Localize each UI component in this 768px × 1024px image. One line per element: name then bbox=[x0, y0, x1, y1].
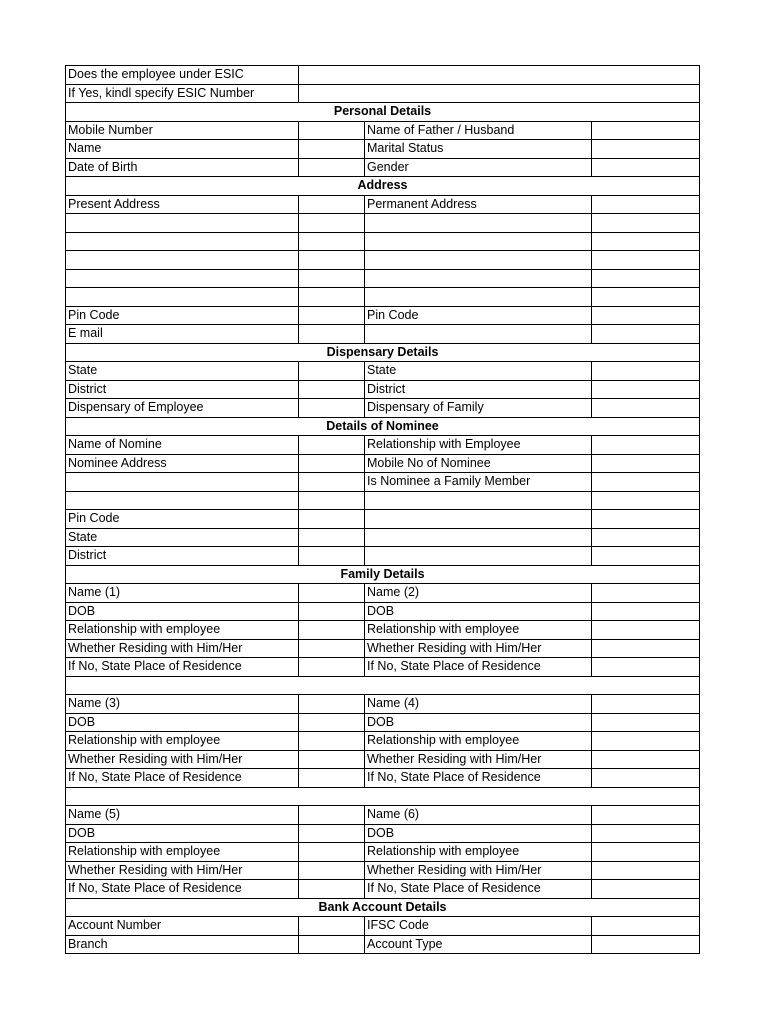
form-row bbox=[66, 769, 700, 788]
form-row bbox=[66, 917, 700, 936]
label-relationship-with-employee: Relationship with employee bbox=[66, 732, 299, 751]
form-row bbox=[66, 454, 700, 473]
form-row bbox=[66, 861, 700, 880]
if-yes-kindl-specify-esic-number-field[interactable] bbox=[299, 84, 700, 103]
whether-residing-with-him-her-field[interactable] bbox=[299, 639, 365, 658]
label-dispensary-of-employee: Dispensary of Employee bbox=[66, 399, 299, 418]
form-row bbox=[66, 158, 700, 177]
label-is-nominee-a-family-member: Is Nominee a Family Member bbox=[365, 473, 592, 492]
label-name-3: Name (3) bbox=[66, 695, 299, 714]
if-no-state-place-of-residence-field[interactable] bbox=[592, 658, 700, 677]
blank-field[interactable] bbox=[299, 251, 365, 270]
label-ifsc-code: IFSC Code bbox=[365, 917, 592, 936]
label-name-6: Name (6) bbox=[365, 806, 592, 825]
spacer-cell bbox=[66, 787, 700, 806]
label-present-address: Present Address bbox=[66, 195, 299, 214]
relationship-with-employee-field[interactable] bbox=[299, 621, 365, 640]
form-row bbox=[66, 639, 700, 658]
label-whether-residing-with-him-her: Whether Residing with Him/Her bbox=[365, 750, 592, 769]
form-row bbox=[66, 269, 700, 288]
empty-label-cell bbox=[66, 491, 299, 510]
label-account-type: Account Type bbox=[365, 935, 592, 954]
pin-code-field[interactable] bbox=[299, 510, 365, 529]
empty-label-cell bbox=[365, 232, 592, 251]
if-no-state-place-of-residence-field[interactable] bbox=[299, 658, 365, 677]
state-field[interactable] bbox=[592, 362, 700, 381]
form-row bbox=[66, 584, 700, 603]
form-row bbox=[66, 380, 700, 399]
state-field[interactable] bbox=[299, 528, 365, 547]
form-row bbox=[66, 732, 700, 751]
dispensary-of-employee-field[interactable] bbox=[299, 399, 365, 418]
account-number-field[interactable] bbox=[299, 917, 365, 936]
empty-cell bbox=[365, 528, 592, 547]
label-dob: DOB bbox=[365, 602, 592, 621]
esic-employee-form bbox=[65, 65, 700, 954]
district-field[interactable] bbox=[592, 380, 700, 399]
form-row bbox=[66, 121, 700, 140]
district-field[interactable] bbox=[299, 547, 365, 566]
spacer-row bbox=[66, 787, 700, 806]
form-row bbox=[66, 695, 700, 714]
if-no-state-place-of-residence-field[interactable] bbox=[592, 880, 700, 899]
label-if-no-state-place-of-residence: If No, State Place of Residence bbox=[365, 658, 592, 677]
pin-code-field[interactable] bbox=[592, 306, 700, 325]
dob-field[interactable] bbox=[592, 713, 700, 732]
empty-label-cell bbox=[66, 288, 299, 307]
name-5-field[interactable] bbox=[299, 806, 365, 825]
section-header-row bbox=[66, 343, 700, 362]
empty-cell bbox=[365, 510, 592, 529]
form-row bbox=[66, 473, 700, 492]
mobile-no-of-nominee-field[interactable] bbox=[592, 454, 700, 473]
label-if-no-state-place-of-residence: If No, State Place of Residence bbox=[66, 658, 299, 677]
label-dob: DOB bbox=[66, 602, 299, 621]
label-account-number: Account Number bbox=[66, 917, 299, 936]
relationship-with-employee-field[interactable] bbox=[592, 843, 700, 862]
name-6-field[interactable] bbox=[592, 806, 700, 825]
label-mobile-number: Mobile Number bbox=[66, 121, 299, 140]
name-of-father-husband-field[interactable] bbox=[592, 121, 700, 140]
label-district: District bbox=[66, 380, 299, 399]
empty-cell bbox=[365, 491, 592, 510]
label-state: State bbox=[66, 528, 299, 547]
blank-field[interactable] bbox=[299, 269, 365, 288]
label-relationship-with-employee: Relationship with employee bbox=[365, 843, 592, 862]
empty-label-cell bbox=[66, 269, 299, 288]
section-header-row bbox=[66, 417, 700, 436]
permanent-address-field[interactable] bbox=[592, 195, 700, 214]
empty-cell bbox=[592, 510, 700, 529]
form-row bbox=[66, 214, 700, 233]
form-row bbox=[66, 528, 700, 547]
label-dob: DOB bbox=[365, 824, 592, 843]
state-field[interactable] bbox=[299, 362, 365, 381]
blank-field[interactable] bbox=[592, 214, 700, 233]
form-row bbox=[66, 288, 700, 307]
form-row bbox=[66, 880, 700, 899]
form-row bbox=[66, 325, 700, 344]
relationship-with-employee-field[interactable] bbox=[592, 436, 700, 455]
section-title-family-details: Family Details bbox=[66, 565, 700, 584]
blank-field[interactable] bbox=[592, 288, 700, 307]
section-header-row bbox=[66, 103, 700, 122]
form-row bbox=[66, 510, 700, 529]
form-row bbox=[66, 66, 700, 85]
form-row bbox=[66, 195, 700, 214]
relationship-with-employee-field[interactable] bbox=[592, 732, 700, 751]
name-4-field[interactable] bbox=[592, 695, 700, 714]
label-does-the-employee-under-esic: Does the employee under ESIC bbox=[66, 66, 299, 85]
name-2-field[interactable] bbox=[592, 584, 700, 603]
whether-residing-with-him-her-field[interactable] bbox=[299, 861, 365, 880]
account-type-field[interactable] bbox=[592, 935, 700, 954]
label-name-4: Name (4) bbox=[365, 695, 592, 714]
label-dob: DOB bbox=[66, 824, 299, 843]
section-title-personal-details: Personal Details bbox=[66, 103, 700, 122]
blank-field[interactable] bbox=[592, 232, 700, 251]
label-if-no-state-place-of-residence: If No, State Place of Residence bbox=[66, 769, 299, 788]
label-name: Name bbox=[66, 140, 299, 159]
whether-residing-with-him-her-field[interactable] bbox=[592, 750, 700, 769]
empty-label-cell bbox=[365, 214, 592, 233]
label-date-of-birth: Date of Birth bbox=[66, 158, 299, 177]
section-title-address: Address bbox=[66, 177, 700, 196]
label-relationship-with-employee: Relationship with employee bbox=[365, 732, 592, 751]
dob-field[interactable] bbox=[592, 602, 700, 621]
whether-residing-with-him-her-field[interactable] bbox=[592, 861, 700, 880]
form-row bbox=[66, 658, 700, 677]
label-dob: DOB bbox=[66, 713, 299, 732]
date-of-birth-field[interactable] bbox=[299, 158, 365, 177]
label-name-of-father-husband: Name of Father / Husband bbox=[365, 121, 592, 140]
form-row bbox=[66, 399, 700, 418]
dob-field[interactable] bbox=[299, 713, 365, 732]
relationship-with-employee-field[interactable] bbox=[299, 843, 365, 862]
ifsc-code-field[interactable] bbox=[592, 917, 700, 936]
label-nominee-address: Nominee Address bbox=[66, 454, 299, 473]
name-of-nomine-field[interactable] bbox=[299, 436, 365, 455]
label-dob: DOB bbox=[365, 713, 592, 732]
label-permanent-address: Permanent Address bbox=[365, 195, 592, 214]
label-name-2: Name (2) bbox=[365, 584, 592, 603]
e-mail-field[interactable] bbox=[299, 325, 365, 344]
spacer-cell bbox=[66, 676, 700, 695]
label-name-1: Name (1) bbox=[66, 584, 299, 603]
label-if-yes-kindl-specify-esic-number: If Yes, kindl specify ESIC Number bbox=[66, 84, 299, 103]
form-row bbox=[66, 232, 700, 251]
blank-field[interactable] bbox=[592, 251, 700, 270]
if-no-state-place-of-residence-field[interactable] bbox=[299, 769, 365, 788]
form-row bbox=[66, 436, 700, 455]
marital-status-field[interactable] bbox=[592, 140, 700, 159]
form-row bbox=[66, 362, 700, 381]
section-title-dispensary-details: Dispensary Details bbox=[66, 343, 700, 362]
gender-field[interactable] bbox=[592, 158, 700, 177]
nominee-address-field[interactable] bbox=[299, 454, 365, 473]
empty-label-cell bbox=[365, 251, 592, 270]
relationship-with-employee-field[interactable] bbox=[299, 732, 365, 751]
present-address-field[interactable] bbox=[299, 195, 365, 214]
label-if-no-state-place-of-residence: If No, State Place of Residence bbox=[365, 880, 592, 899]
label-pin-code: Pin Code bbox=[66, 306, 299, 325]
section-header-row bbox=[66, 898, 700, 917]
label-pin-code: Pin Code bbox=[365, 306, 592, 325]
empty-cell bbox=[592, 528, 700, 547]
label-if-no-state-place-of-residence: If No, State Place of Residence bbox=[66, 880, 299, 899]
label-if-no-state-place-of-residence: If No, State Place of Residence bbox=[365, 769, 592, 788]
form-row bbox=[66, 824, 700, 843]
section-header-row bbox=[66, 565, 700, 584]
spacer-row bbox=[66, 676, 700, 695]
pin-code-field[interactable] bbox=[299, 306, 365, 325]
form-row bbox=[66, 621, 700, 640]
blank-field[interactable] bbox=[299, 288, 365, 307]
label-whether-residing-with-him-her: Whether Residing with Him/Her bbox=[66, 750, 299, 769]
empty-label-cell bbox=[66, 473, 299, 492]
label-whether-residing-with-him-her: Whether Residing with Him/Her bbox=[365, 861, 592, 880]
form-row bbox=[66, 806, 700, 825]
blank-field[interactable] bbox=[299, 232, 365, 251]
blank-field[interactable] bbox=[299, 214, 365, 233]
form-row bbox=[66, 251, 700, 270]
label-whether-residing-with-him-her: Whether Residing with Him/Her bbox=[365, 639, 592, 658]
dob-field[interactable] bbox=[592, 824, 700, 843]
form-row bbox=[66, 306, 700, 325]
empty-label-cell bbox=[66, 232, 299, 251]
blank-field[interactable] bbox=[299, 473, 365, 492]
section-header-row bbox=[66, 177, 700, 196]
dispensary-of-family-field[interactable] bbox=[592, 399, 700, 418]
label-relationship-with-employee: Relationship with employee bbox=[365, 621, 592, 640]
empty-cell bbox=[592, 547, 700, 566]
form-row bbox=[66, 935, 700, 954]
label-whether-residing-with-him-her: Whether Residing with Him/Her bbox=[66, 639, 299, 658]
label-e-mail: E mail bbox=[66, 325, 299, 344]
empty-label-cell bbox=[365, 288, 592, 307]
empty-label-cell bbox=[365, 269, 592, 288]
label-state: State bbox=[365, 362, 592, 381]
label-district: District bbox=[365, 380, 592, 399]
mobile-number-field[interactable] bbox=[299, 121, 365, 140]
empty-label-cell bbox=[66, 214, 299, 233]
form-row bbox=[66, 84, 700, 103]
blank-field[interactable] bbox=[592, 269, 700, 288]
is-nominee-a-family-member-field[interactable] bbox=[592, 473, 700, 492]
name-1-field[interactable] bbox=[299, 584, 365, 603]
section-title-details-of-nominee: Details of Nominee bbox=[66, 417, 700, 436]
label-district: District bbox=[66, 547, 299, 566]
form-row bbox=[66, 713, 700, 732]
empty-label-cell bbox=[66, 251, 299, 270]
does-the-employee-under-esic-field[interactable] bbox=[299, 66, 700, 85]
whether-residing-with-him-her-field[interactable] bbox=[592, 639, 700, 658]
if-no-state-place-of-residence-field[interactable] bbox=[299, 880, 365, 899]
empty-cell bbox=[592, 325, 700, 344]
form-body bbox=[66, 66, 700, 954]
label-state: State bbox=[66, 362, 299, 381]
section-title-bank-account-details: Bank Account Details bbox=[66, 898, 700, 917]
whether-residing-with-him-her-field[interactable] bbox=[299, 750, 365, 769]
form-row bbox=[66, 547, 700, 566]
dob-field[interactable] bbox=[299, 602, 365, 621]
label-branch: Branch bbox=[66, 935, 299, 954]
name-3-field[interactable] bbox=[299, 695, 365, 714]
form-row bbox=[66, 140, 700, 159]
label-name-of-nomine: Name of Nomine bbox=[66, 436, 299, 455]
form-row bbox=[66, 750, 700, 769]
label-relationship-with-employee: Relationship with employee bbox=[66, 621, 299, 640]
label-pin-code: Pin Code bbox=[66, 510, 299, 529]
label-relationship-with-employee: Relationship with employee bbox=[66, 843, 299, 862]
label-dispensary-of-family: Dispensary of Family bbox=[365, 399, 592, 418]
label-marital-status: Marital Status bbox=[365, 140, 592, 159]
form-row bbox=[66, 491, 700, 510]
label-gender: Gender bbox=[365, 158, 592, 177]
district-field[interactable] bbox=[299, 380, 365, 399]
name-field[interactable] bbox=[299, 140, 365, 159]
if-no-state-place-of-residence-field[interactable] bbox=[592, 769, 700, 788]
empty-cell bbox=[365, 325, 592, 344]
dob-field[interactable] bbox=[299, 824, 365, 843]
label-name-5: Name (5) bbox=[66, 806, 299, 825]
relationship-with-employee-field[interactable] bbox=[592, 621, 700, 640]
empty-cell bbox=[592, 491, 700, 510]
label-whether-residing-with-him-her: Whether Residing with Him/Her bbox=[66, 861, 299, 880]
blank-field[interactable] bbox=[299, 491, 365, 510]
label-mobile-no-of-nominee: Mobile No of Nominee bbox=[365, 454, 592, 473]
empty-cell bbox=[365, 547, 592, 566]
branch-field[interactable] bbox=[299, 935, 365, 954]
label-relationship-with-employee: Relationship with Employee bbox=[365, 436, 592, 455]
form-row bbox=[66, 602, 700, 621]
form-row bbox=[66, 843, 700, 862]
